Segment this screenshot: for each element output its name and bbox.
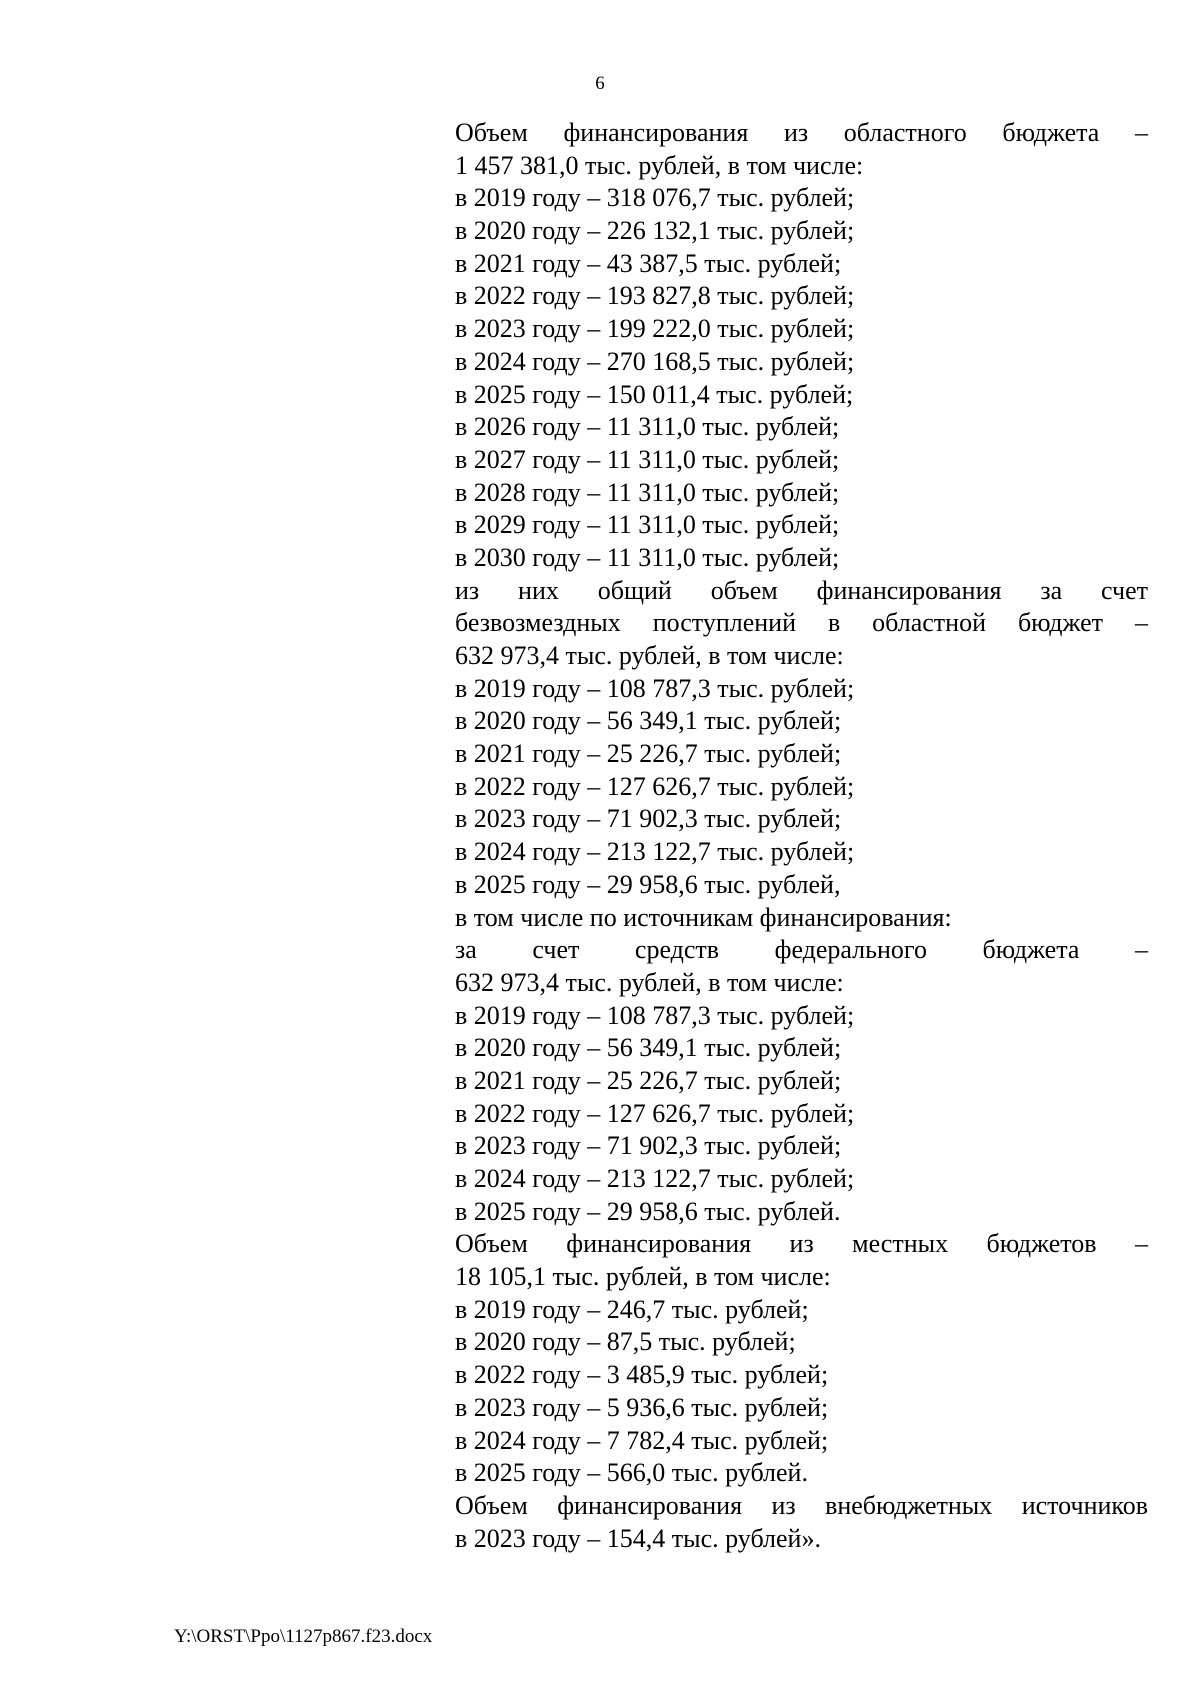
text-line: в 2019 году – 108 787,3 тыс. рублей; bbox=[455, 673, 855, 703]
text-line: в том числе по источникам финансирования: bbox=[455, 902, 952, 932]
text-line: в 2021 году – 25 226,7 тыс. рублей; bbox=[455, 1065, 842, 1095]
text-line: в 2025 году – 29 958,6 тыс. рублей. bbox=[455, 1196, 841, 1226]
text-line: в 2021 году – 25 226,7 тыс. рублей; bbox=[455, 739, 842, 769]
text-line: в 2020 году – 56 349,1 тыс. рублей; bbox=[455, 1033, 842, 1063]
text-line: 632 973,4 тыс. рублей, в том числе: bbox=[455, 967, 844, 997]
text-line: 18 105,1 тыс. рублей, в том числе: bbox=[455, 1262, 831, 1292]
text-line: в 2019 году – 318 076,7 тыс. рублей; bbox=[455, 183, 855, 213]
text-line: в 2023 году – 154,4 тыс. рублей». bbox=[455, 1523, 821, 1553]
text-line: в 2026 году – 11 311,0 тыс. рублей; bbox=[455, 412, 840, 442]
text-line: в 2020 году – 226 132,1 тыс. рублей; bbox=[455, 216, 855, 246]
text-line: в 2025 году – 29 958,6 тыс. рублей, bbox=[455, 869, 841, 899]
text-line: 1 457 381,0 тыс. рублей, в том числе: bbox=[455, 150, 864, 180]
text-line: Объем финансирования из областного бюджета – bbox=[455, 118, 1148, 147]
footer-file-path: Y:\ORST\Ppo\1127p867.f23.docx bbox=[174, 1626, 433, 1647]
text-line: за счет средств федерального бюджета – bbox=[455, 935, 1148, 965]
text-line: в 2029 году – 11 311,0 тыс. рублей; bbox=[455, 510, 840, 540]
text-line: в 2030 году – 11 311,0 тыс. рублей; bbox=[455, 542, 840, 572]
text-line: 632 973,4 тыс. рублей, в том числе: bbox=[455, 641, 844, 670]
text-line: в 2020 году – 56 349,1 тыс. рублей; bbox=[455, 706, 842, 736]
text-line: в 2028 году – 11 311,0 тыс. рублей; bbox=[455, 477, 840, 507]
text-line: в 2027 году – 11 311,0 тыс. рублей; bbox=[455, 444, 840, 474]
text-line: в 2022 году – 127 626,7 тыс. рублей; bbox=[455, 771, 855, 801]
text-line: в 2024 году – 213 122,7 тыс. рублей; bbox=[455, 1164, 855, 1193]
text-line: в 2024 году – 7 782,4 тыс. рублей; bbox=[455, 1425, 829, 1455]
text-line: в 2025 году – 150 011,4 тыс. рублей; bbox=[455, 379, 854, 409]
text-line: в 2024 году – 270 168,5 тыс. рублей; bbox=[455, 346, 855, 376]
text-line: в 2019 году – 108 787,3 тыс. рублей; bbox=[455, 1000, 855, 1030]
text-line: в 2019 году – 246,7 тыс. рублей; bbox=[455, 1294, 809, 1324]
text-line: в 2020 году – 87,5 тыс. рублей; bbox=[455, 1327, 796, 1357]
text-line: в 2025 году – 566,0 тыс. рублей. bbox=[455, 1458, 808, 1488]
text-line: в 2022 году – 127 626,7 тыс. рублей; bbox=[455, 1098, 855, 1128]
text-line: в 2023 году – 71 902,3 тыс. рублей; bbox=[455, 1131, 842, 1161]
text-line: из них общий объем финансирования за счет bbox=[455, 575, 1148, 605]
page-number: 6 bbox=[595, 73, 605, 94]
text-line: безвозмездных поступлений в областной бюджет – bbox=[455, 608, 1148, 638]
text-line: в 2023 году – 5 936,6 тыс. рублей; bbox=[455, 1392, 829, 1422]
text-line: в 2022 году – 193 827,8 тыс. рублей; bbox=[455, 281, 855, 311]
text-line: в 2024 году – 213 122,7 тыс. рублей; bbox=[455, 837, 855, 867]
text-line: в 2023 году – 199 222,0 тыс. рублей; bbox=[455, 314, 855, 344]
text-line: в 2021 году – 43 387,5 тыс. рублей; bbox=[455, 248, 842, 278]
text-line: в 2022 году – 3 485,9 тыс. рублей; bbox=[455, 1360, 829, 1390]
document-body bbox=[455, 117, 1148, 1555]
text-line: в 2023 году – 71 902,3 тыс. рублей; bbox=[455, 804, 842, 834]
text-line: Объем финансирования из местных бюджетов – bbox=[455, 1229, 1148, 1259]
text-line: Объем финансирования из внебюджетных источников bbox=[455, 1490, 1148, 1520]
